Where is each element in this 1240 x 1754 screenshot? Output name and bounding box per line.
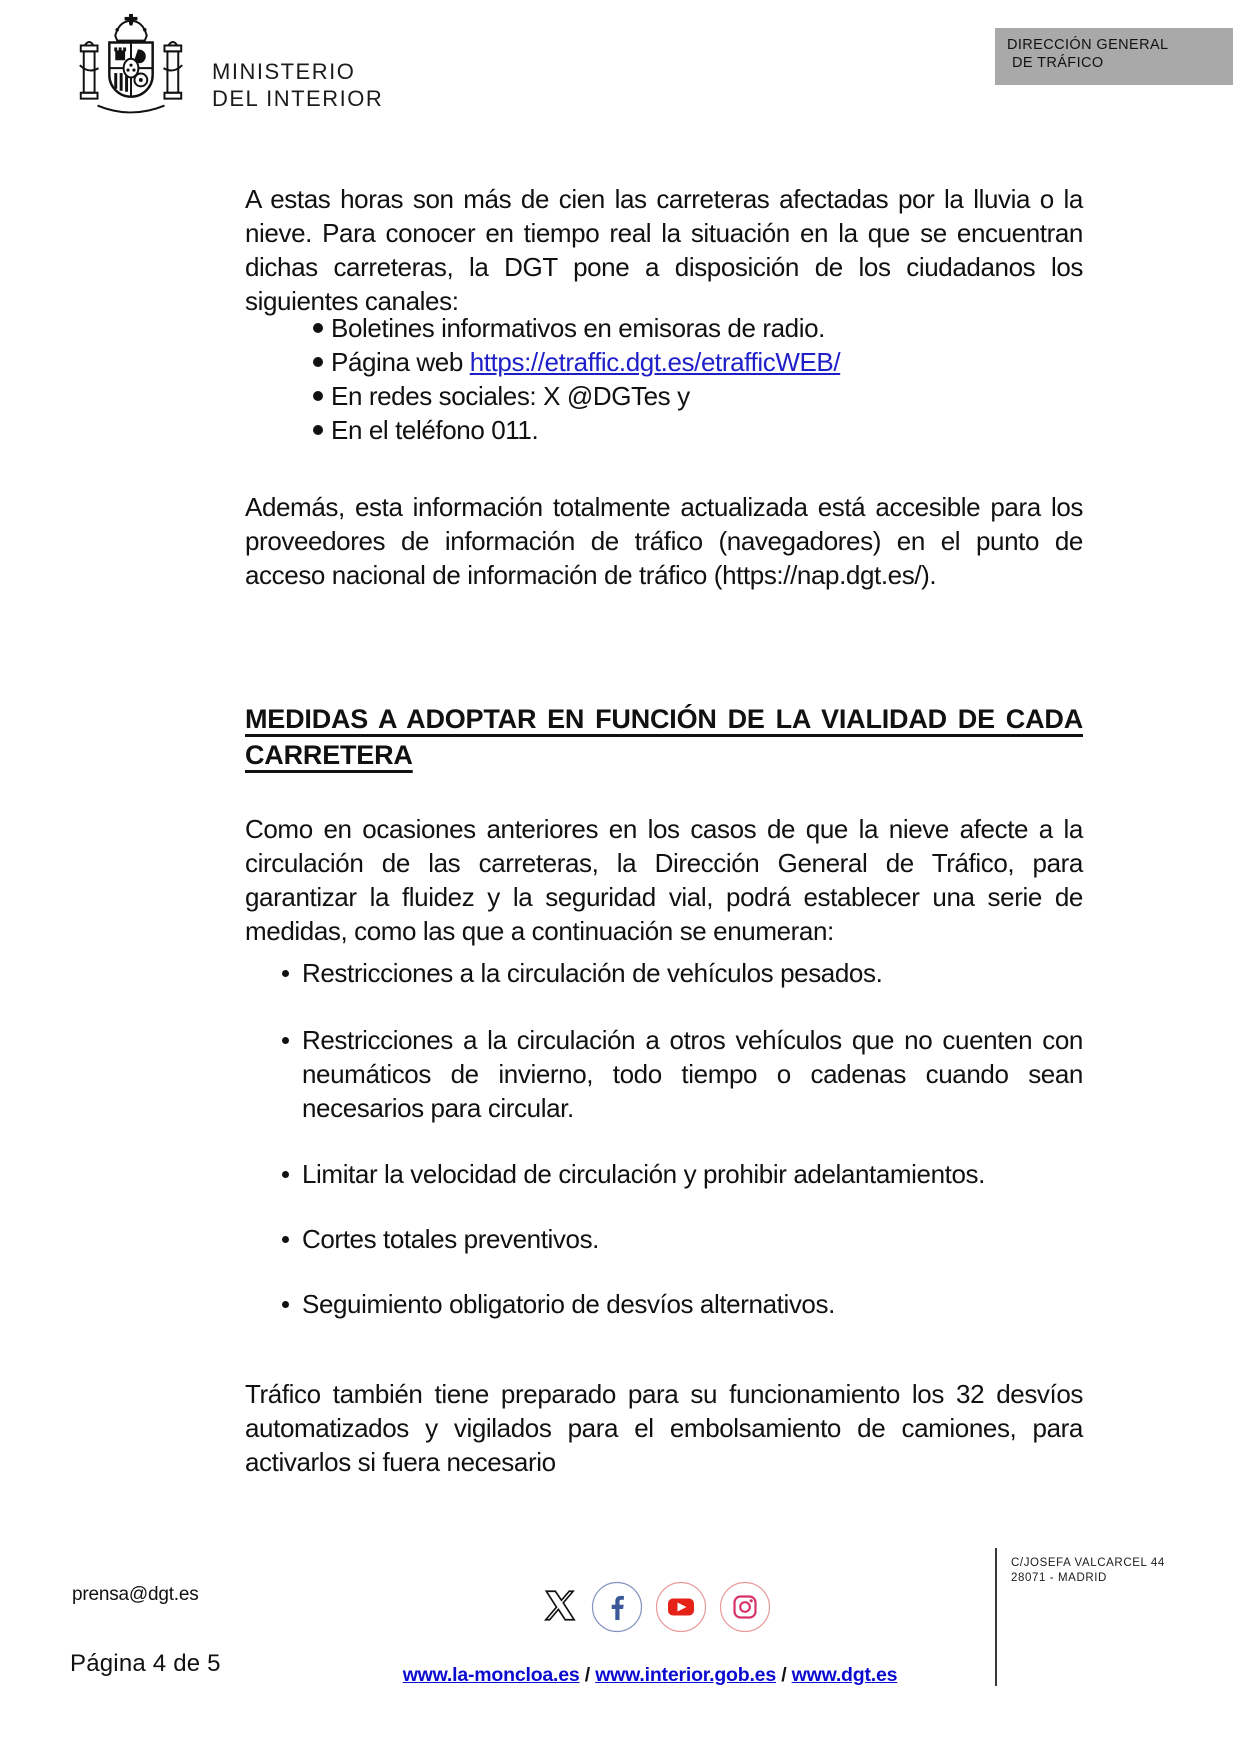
paragraph-measures-intro: Como en ocasiones anteriores en los casos de que la nieve afecte a la circulación de las carreteras, la Dirección General de Tráfico, para garantizar la fluidez y la seguridad vial, podrá establecer una serie de medidas, como las que a continuación se enumeran: (245, 814, 1083, 946)
bullet-icon (282, 970, 289, 977)
ministry-name-line1: MINISTERIO (212, 59, 356, 84)
links-separator: / (775, 1664, 792, 1686)
list-item (245, 1023, 1083, 1125)
channel-radio: Boletines informativos en emisoras de radio. (331, 313, 825, 343)
channels-list (245, 311, 1083, 447)
link-la-moncloa[interactable]: www.la-moncloa.es (402, 1664, 580, 1686)
page-indicator: Página 4 de 5 (70, 1650, 221, 1677)
social-icons-row (543, 1580, 771, 1634)
list-item (245, 1222, 1083, 1256)
spain-coat-of-arms-icon (70, 12, 192, 140)
list-item (245, 413, 1083, 447)
list-item (245, 345, 1083, 379)
list-item (245, 1157, 1083, 1191)
list-item (245, 1287, 1083, 1321)
bullet-icon (313, 323, 323, 333)
bullet-icon (282, 1171, 289, 1178)
links-separator: / (579, 1664, 596, 1686)
bullet-icon (282, 1037, 289, 1044)
link-dgt[interactable]: www.dgt.es (791, 1664, 898, 1686)
youtube-icon[interactable] (655, 1581, 707, 1633)
list-item (245, 956, 1083, 990)
bullet-icon (313, 391, 323, 401)
bullet-icon (282, 1236, 289, 1243)
section-heading-line2: CARRETERA (245, 740, 413, 771)
department-name-line2: DE TRÁFICO (1012, 54, 1104, 71)
office-address (1011, 1556, 1165, 1585)
bullet-icon (282, 1301, 289, 1308)
footer-links (230, 1664, 1070, 1687)
ministry-name-line2: DEL INTERIOR (212, 86, 384, 111)
office-address-line2: 28071 - MADRID (1011, 1571, 1107, 1584)
paragraph-channels-intro: A estas horas son más de cien las carreteras afectadas por la lluvia o la nieve. Para conocer en tiempo real la situación en la que se encuentran dichas carreteras, la DGT pone a disposición de los ciudadanos los siguientes canales: (245, 184, 1083, 316)
ministry-name (212, 58, 383, 112)
list-item (245, 379, 1083, 413)
measure-speed-limit: Limitar la velocidad de circulación y prohibir adelantamientos. (302, 1159, 985, 1189)
link-interior[interactable]: www.interior.gob.es (595, 1664, 776, 1686)
measure-preventive-closures: Cortes totales preventivos. (302, 1224, 600, 1254)
measure-detours: Seguimiento obligatorio de desvíos alternativos. (302, 1289, 835, 1319)
department-name-line1: DIRECCIÓN GENERAL (1007, 37, 1169, 53)
paragraph-truck-detours: Tráfico también tiene preparado para su funcionamiento los 32 desvíos automatizados y vigilados para el embolsamiento de camiones, para activarlos si fuera necesario (245, 1379, 1083, 1477)
measure-heavy-vehicles: Restricciones a la circulación de vehículos pesados. (302, 958, 883, 988)
facebook-icon[interactable] (591, 1581, 643, 1633)
paragraph-nap-access: Además, esta información totalmente actualizada está accesible para los proveedores de información de tráfico (navegadores) en el punto de acceso nacional de información de tráfico (https://nap.dgt.es/). (245, 492, 1083, 590)
x-icon[interactable] (543, 1587, 579, 1627)
department-badge (995, 28, 1233, 85)
channel-web-prefix: Página web (331, 347, 470, 377)
instagram-icon[interactable] (719, 1581, 771, 1633)
section-heading-line1: MEDIDAS A ADOPTAR EN FUNCIÓN DE LA VIALIDAD DE CADA (245, 704, 1083, 735)
section-heading (245, 701, 1083, 773)
press-email: prensa@dgt.es (72, 1584, 199, 1605)
channel-web (331, 345, 840, 379)
measure-winter-tyres: Restricciones a la circulación a otros vehículos que no cuenten con neumáticos de invierno, todo tiempo o cadenas cuando sean necesarios para circular. (302, 1025, 1083, 1123)
office-address-line1: C/JOSEFA VALCARCEL 44 (1011, 1557, 1165, 1569)
list-item (245, 311, 1083, 345)
channel-social: En redes sociales: X @DGTes y (331, 381, 690, 411)
bullet-icon (313, 357, 323, 367)
channel-phone: En el teléfono 011. (331, 415, 539, 445)
etraffic-link[interactable]: https://etraffic.dgt.es/etrafficWEB/ (469, 347, 841, 377)
footer-divider (995, 1548, 997, 1686)
bullet-icon (313, 425, 323, 435)
